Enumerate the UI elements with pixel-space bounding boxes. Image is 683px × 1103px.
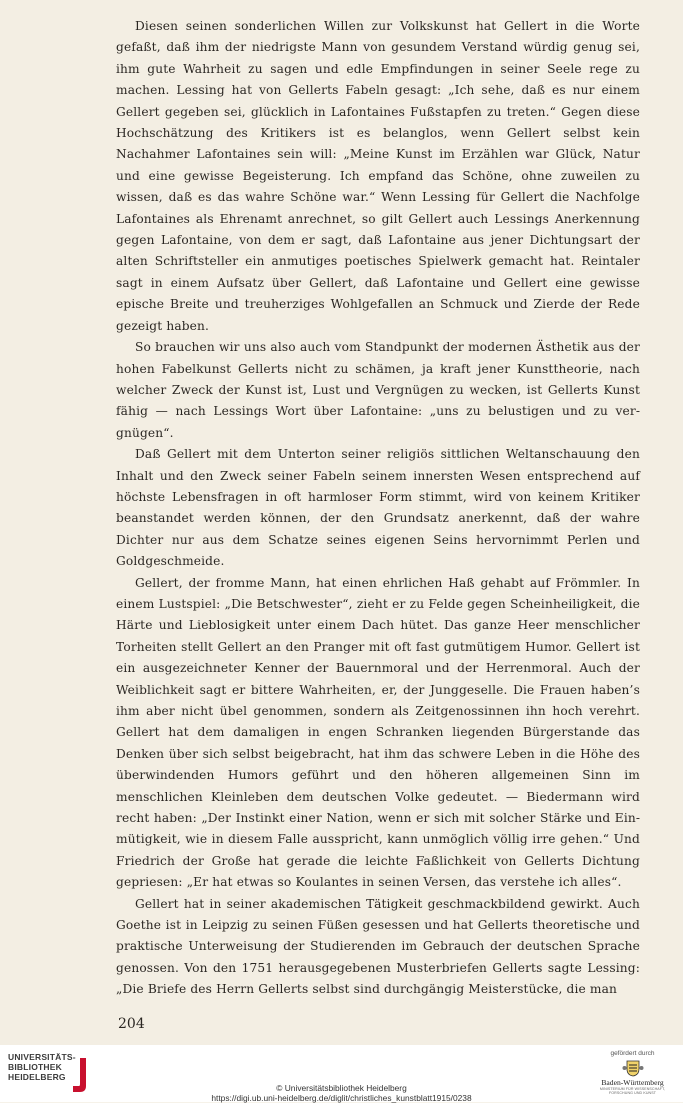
copyright-text: © Universitätsbibliothek Heidelberg — [276, 1083, 407, 1093]
paragraph-3: Daß Gellert mit dem Unterton seiner religiös sittlichen Weltanschauung den Inhalt und den Zweck seiner Fabeln seinem innersten Wesen entsprechend auf höchste Lebensfragen in oft harmloser Form stimmt, wird von keinem Kritiker beanstandet werden können, der den Grundsatz anerkennt, daß der wahre Dichter nur aus dem Schatze seines eigenen Seins hervornimmt Perlen und Goldgeschmeide. — [116, 447, 640, 569]
library-name-line2: BIBLIOTHEK — [8, 1062, 62, 1072]
paragraph-4: Gellert, der fromme Mann, hat einen ehrlichen Haß gehabt auf Frömmler. In einem Lustspiel: „Die Betschwester“, zieht er zu Felde gegen Scheinheiligkeit, die Härte und Lieblosigkeit unter einem Dach hütet. Das ganze Heer menschlicher Torheiten stellt Gellert an den Pranger mit oft fast gutmütigem Humor. Gellert ist ein ausgezeichneter Kenner der Bauernmoral und der Herrenmoral. Auch der Weiblichkeit sagt er bittere Wahrheiten, er, der Junggeselle. Die Frauen haben’s ihm aber nicht übel genommen, sondern als Zeitgenossinnen ihn hoch verehrt. Gellert hat dem damaligen in engen Schranken liegenden Bürgerstande das Denken über sich selbst beigebracht, hat ihm das schwere Leben in die Höhe des überwindenden Humors geführt und den höheren allgemeinen Sinn im menschlichen Kleinleben dem deutschen Volke gedeutet. — Biedermann wird recht haben: „Der Instinkt einer Nation, wenn er sich mit solcher Stärke und Einmütigkeit, wie in diesem Falle ausspricht, kann unmöglich völlig irre gehen.“ Und Friedrich der Große hat gerade die leichte Faßlichkeit von Gellerts Dichtung gepriesen: „Er hat etwas so Koulantes in seinen Versen, das verstehe ich alles“. — [116, 575, 640, 890]
sponsor-label: gefördert durch — [610, 1050, 655, 1057]
paragraph-1: Diesen seinen sonderlichen Willen zur Volkskunst hat Gellert in die Worte gefaßt, daß ihm der niedrigste Mann von gesundem Verstand würdig genug sei, ihm gute Wahrheit zu sagen und edle Empfindungen in seiner Seele rege zu machen. Lessing hat von Gellerts Fabeln gesagt: „Ich sehe, daß es nur einem Gellert gegeben sei, glücklich in Lafontaines Fußstapfen zu treten.“ Gegen diese Hochschätzung des Kritikers ist es belanglos, wenn Gellert selbst kein Nachahmer Lafontaines sein will: „Meine Kunst im Erzählen war Glück, Natur und eine gewisse Begeisterung. Ich empfand das Schöne, ohne zuweilen zu wissen, daß es das wahre Schöne war.“ Wenn Lessing für Gellert die Nachfolge Lafontaines als Ehrenamt anrechnet, so gilt Gellert auch Lessings Anerkennung gegen Lafontaine, von dem er sagt, daß Lafontaine aus jener Dichtungsart der alten Schriftsteller ein anmutiges poetisches Spielwerk gemacht hat. Reintaler sagt in einem Aufsatz über Gellert, daß Lafontaine und Gellert eine gewisse epische Breite und treuherziges Wohlgefallen an Schmuck und Zierde der Rede gezeigt haben. — [116, 19, 640, 333]
paragraph-2: So brauchen wir uns also auch vom Standpunkt der modernen Ästhetik aus der hohen Fabelkunst Gellerts nicht zu schämen, ja kraft jener Kunsttheorie, nach welcher Zweck der Kunst ist, Lust und Vergnügen zu wecken, ist Gellerts Kunst fähig — nach Lessings Wort über Lafontaine: „uns zu belustigen und zu vergnügen“. — [116, 340, 640, 440]
coat-of-arms-icon — [622, 1059, 644, 1077]
sponsor-ministry: MINISTERIUM FÜR WISSENSCHAFT, FORSCHUNG UND KUNST — [599, 1087, 666, 1095]
body-text — [116, 16, 640, 1001]
library-name-line1: UNIVERSITÄTS- — [8, 1052, 76, 1062]
library-name-line3: HEIDELBERG — [8, 1072, 66, 1082]
sponsor-block[interactable] — [590, 1050, 675, 1095]
sponsor-state: Baden-Württemberg — [601, 1078, 664, 1087]
permalink-url[interactable]: https://digi.ub.uni-heidelberg.de/diglit/christliches_kunstblatt1915/0238 — [211, 1093, 472, 1103]
copyright-block — [0, 1083, 683, 1103]
paragraph-5: Gellert hat in seiner akademischen Tätigkeit geschmackbildend gewirkt. Auch Goethe ist in Leipzig zu seinen Füßen gesessen und hat Gellerts theoretische und praktische Unterweisung der Studierenden im Gebrauch der deutschen Sprache genossen. Von den 1751 herausgegebenen Musterbriefen Gellerts sagte Lessing: „Die Briefe des Herrn Gellerts selbst sind durchgängig Meisterstücke, die man — [116, 896, 640, 997]
page-number: 204 — [118, 1016, 145, 1032]
